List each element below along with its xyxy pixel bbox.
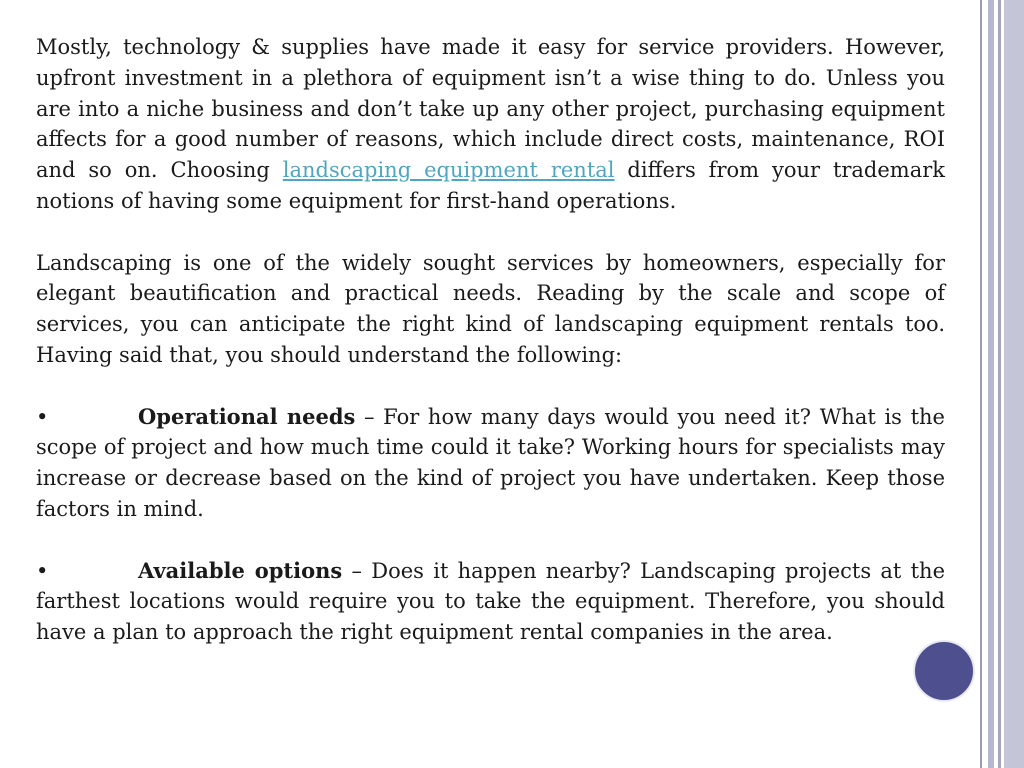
landscaping-equipment-rental-link[interactable]: landscaping equipment rental <box>282 158 615 183</box>
border-stripe <box>988 0 994 768</box>
bullet-title: Available options <box>138 557 343 583</box>
bullet-marker: • <box>36 558 49 583</box>
paragraph-intro-text-before: Mostly, technology & supplies have made it easy for service providers. However, upfront investment in a plethora of equipment isn’t a wise thing to do. Unless you are into a niche business and don’t take up any other project, purchasing equipment affects for a good number of reasons, which include direct costs, maintenance, ROI and so on. Choosing <box>36 35 945 183</box>
border-stripe <box>980 0 982 768</box>
bullet-marker: • <box>36 404 49 429</box>
bullet-item-operational-needs <box>36 402 945 525</box>
bullet-text: – For how many days would you need it? What is the scope of project and how much time could it take? Working hours for specialists may increase or decrease based on the kind of project you have undertaken. Keep those factors in mind. <box>36 404 945 521</box>
paragraph-landscaping <box>36 248 945 371</box>
slide-body <box>36 32 945 679</box>
bullet-title: Operational needs <box>138 403 356 429</box>
paragraph-intro <box>36 32 945 217</box>
paragraph-landscaping-text: Landscaping is one of the widely sought services by homeowners, especially for elegant beautification and practical needs. Reading by the scale and scope of services, you can anticipate the right kind of landscaping equipment rentals too. Having said that, you should understand the following: <box>36 250 945 367</box>
paragraph-intro-text-after: differs from your trademark notions of having some equipment for first-hand operations. <box>36 158 946 213</box>
decorative-right-border <box>980 0 1024 768</box>
bullet-text: – Does it happen nearby? Landscaping projects at the farthest locations would require you to take the equipment. Therefore, you should have a plan to approach the right equipment rental companies in the area. <box>36 558 945 645</box>
border-stripe <box>998 0 1001 768</box>
bullet-item-available-options <box>36 556 945 648</box>
border-stripe <box>1004 0 1024 768</box>
